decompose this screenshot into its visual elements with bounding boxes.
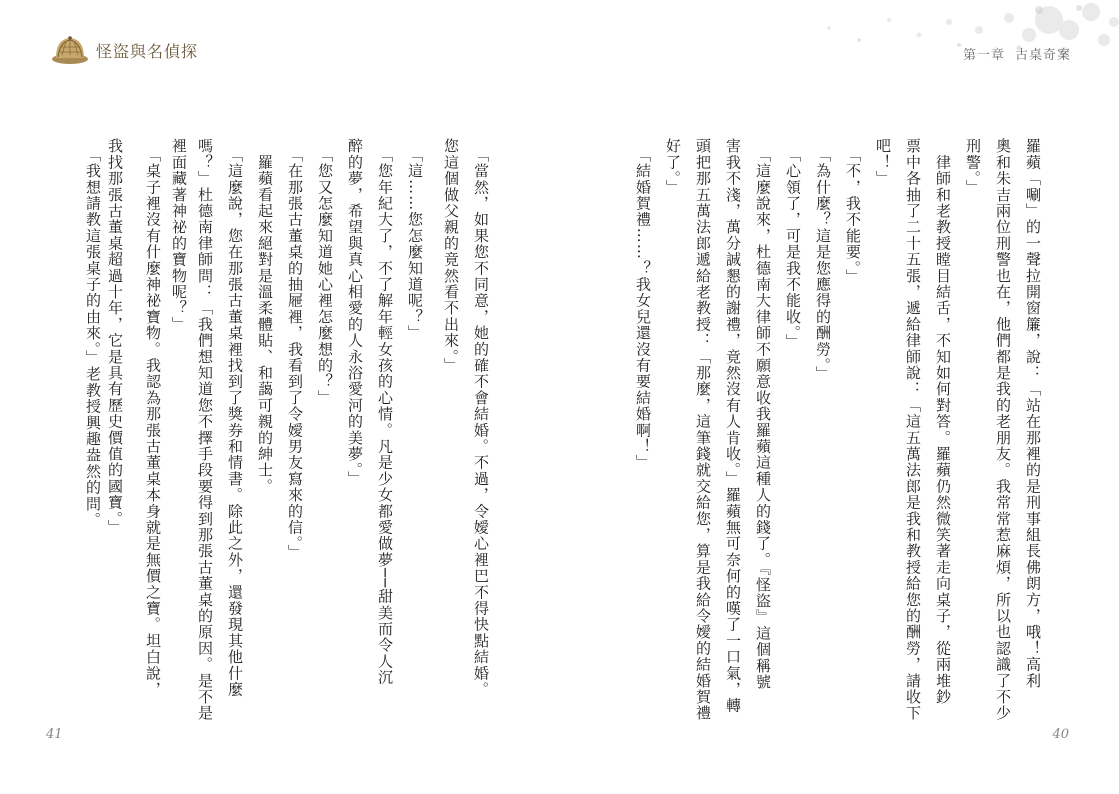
text-column: 律師和老教授瞠目結舌，不知如何對答。羅蘋仍然微笑著走向桌子，從兩堆鈔: [934, 138, 952, 705]
text-column: 奧和朱吉兩位刑警也在，他們都是我的老朋友。我常常惹麻煩，所以也認識了不少: [994, 138, 1012, 722]
text-column: 「您年紀大了，不了解年輕女孩的心情。凡是少女都愛做夢──甜美而令人沉: [376, 138, 394, 686]
text-column: 「為什麼？這是您應得的酬勞。」: [814, 138, 832, 383]
text-column: 「我想請教這張桌子的由來。」老教授興趣盎然的問。: [84, 138, 102, 528]
text-column: 「這麼說，您在那張古董桌裡找到了獎券和情書。除此之外，還發現其他什麼: [226, 138, 244, 698]
text-column: 「桌子裡沒有什麼神祕寶物。我認為那張古董桌本身就是無價之寶。坦白說，: [144, 138, 162, 698]
text-column: 「在那張古董桌的抽屜裡，我看到了令嬡男友寫來的信。」: [286, 138, 304, 561]
text-column: 「結婚賀禮……？我女兒還沒有要結婚啊！」: [634, 138, 652, 471]
text-column: 「當然，如果您不同意，她的確不會結婚。不過，令嬡心裡巴不得快點結婚。: [472, 138, 490, 698]
text-column: 害我不淺，萬分誠懇的謝禮，竟然沒有人肯收。」羅蘋無可奈何的嘆了一口氣，轉: [724, 138, 742, 714]
text-column: 刑警。」: [964, 138, 982, 196]
deerstalker-hat-icon: [50, 33, 90, 67]
text-column: 「這……您怎麼知道呢？」: [406, 138, 424, 342]
right-page: [560, 0, 1119, 794]
text-column: 我找那張古董桌超過十年，它是具有歷史價值的國寶。」: [106, 138, 124, 536]
text-column: 裡面藏著神祕的寶物呢？」: [170, 138, 188, 333]
text-column: 醉的夢，希望與真心相愛的人永浴愛河的美夢。」: [346, 138, 364, 487]
text-column: 「您又怎麼知道她心裡怎麼想的？」: [316, 138, 334, 406]
text-column: 羅蘋看起來絕對是溫柔體貼、和藹可親的紳士。: [256, 138, 274, 495]
text-column: 羅蘋「唰」的一聲拉開窗簾，說：「站在那裡的是刑事組長佛朗方，哦！高利: [1024, 138, 1042, 689]
text-column: 「不，我不能要。」: [844, 138, 862, 285]
page-number-right: 40: [1052, 727, 1069, 742]
text-column: 「心領了，可是我不能收。」: [784, 138, 802, 350]
book-header: [50, 32, 198, 68]
text-column: 您這個做父親的竟然看不出來。」: [442, 138, 460, 374]
text-column: 頭把那五萬法郎遞給老教授：「那麼，這筆錢就交給您，算是我給令嬡的結婚賀禮: [694, 138, 712, 722]
text-column: 票中各抽了二十五張，遞給律師說：「這五萬法郎是我和教授給您的酬勞，請收下: [904, 138, 922, 722]
page-number-left: 41: [46, 727, 63, 742]
text-column: 吧！」: [874, 138, 892, 187]
text-column: 嗎？」杜德南律師問：「我們想知道您不擇手段要得到那張古董桌的原因。是不是: [196, 138, 214, 722]
text-column: 好了。」: [664, 138, 682, 196]
chapter-title: 古桌奇案: [1014, 48, 1071, 63]
book-title: 怪盜與名偵探: [96, 41, 199, 61]
chapter-number: 第一章: [962, 48, 1005, 63]
chapter-header: [963, 44, 1071, 63]
text-column: 「這麼說來，杜德南大律師不願意收我羅蘋這種人的錢了。『怪盜』這個稱號: [754, 138, 772, 690]
